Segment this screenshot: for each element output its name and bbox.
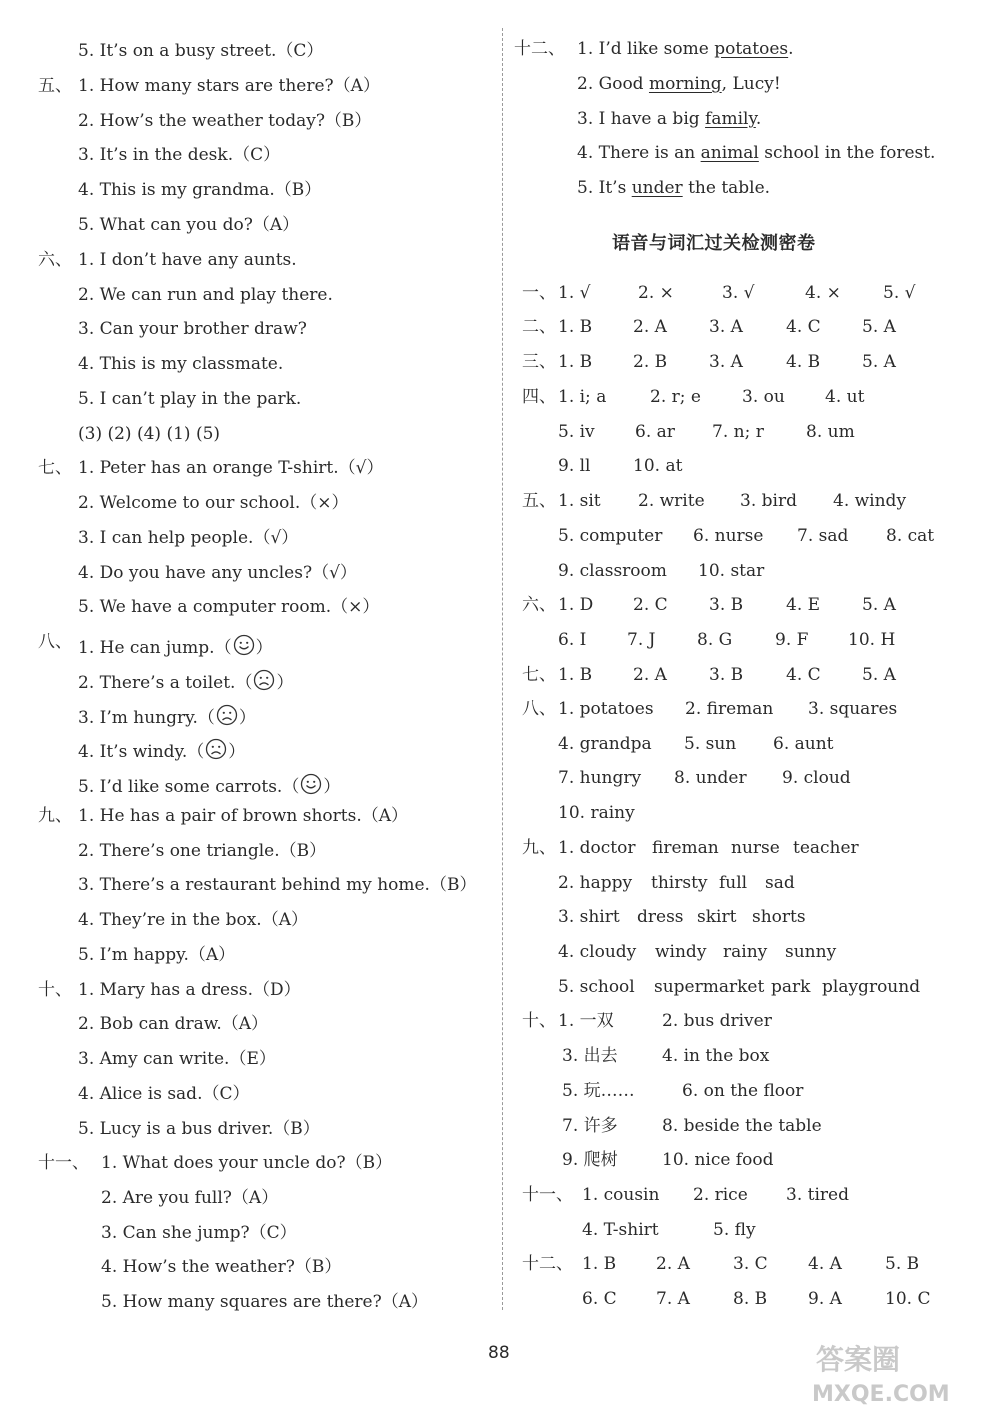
sad-face-icon <box>205 738 227 760</box>
answer-line: 5. How many squares are there?（A） <box>101 1292 429 1312</box>
answer-item: thirsty <box>651 873 708 893</box>
answer-line: 4. It’s windy.（ ） <box>78 735 245 763</box>
answer-item: 5. fly <box>713 1220 756 1240</box>
section-label: 四、 <box>522 387 556 407</box>
answer-text: 5. I’d like some carrots. <box>78 777 283 797</box>
answer-line: 3. Can she jump?（C） <box>101 1223 297 1243</box>
answer-item: 9. 爬树 <box>562 1150 618 1170</box>
section-label: 一、 <box>522 283 556 303</box>
answer-item: 1. potatoes <box>558 699 654 719</box>
answer-item: 9. ll <box>558 456 591 476</box>
smiley-face-icon <box>233 634 255 656</box>
answer-item: playground <box>822 977 921 997</box>
answer-item: 4. windy <box>833 491 907 511</box>
answer-item: 1. doctor <box>558 838 636 858</box>
section-label: 十一、 <box>38 1153 89 1173</box>
answer-line: 2. Are you full?（A） <box>101 1188 279 1208</box>
answer-line: 1. Mary has a dress.（D） <box>78 980 301 1000</box>
answer-item: 4. B <box>786 352 821 372</box>
section-label: 十二、 <box>522 1254 573 1274</box>
section-label: 五、 <box>38 76 72 96</box>
underlined-word: under <box>631 178 683 198</box>
answer-item: shorts <box>752 907 806 927</box>
answer-item: 9. cloud <box>782 768 851 788</box>
section-label: 二、 <box>522 317 556 337</box>
answer-item: 2. A <box>656 1254 690 1274</box>
answer-item: 8. beside the table <box>662 1116 822 1136</box>
answer-text: 5. It’s <box>577 178 632 198</box>
answer-item: teacher <box>793 838 859 858</box>
answer-line: 3. I’m hungry.（ ） <box>78 701 256 729</box>
answer-item: 1. cousin <box>582 1185 660 1205</box>
answer-text: 3. I have a big <box>577 109 706 129</box>
answer-text: 1. I’d like some <box>577 39 715 59</box>
answer-line <box>577 177 770 199</box>
answer-item: 9. F <box>775 630 809 650</box>
section-label: 七、 <box>38 458 72 478</box>
answer-line: 1. What does your uncle do?（B） <box>101 1153 393 1173</box>
column-divider <box>502 28 503 1310</box>
answer-line: 5. What can you do?（A） <box>78 215 300 235</box>
answer-item: 1. sit <box>558 491 601 511</box>
answer-line: 1. He has a pair of brown shorts.（A） <box>78 806 408 826</box>
answer-item: 6. aunt <box>773 734 834 754</box>
section-label: 七、 <box>522 665 556 685</box>
answer-item: 10. H <box>848 630 896 650</box>
answer-line: 4. How’s the weather?（B） <box>101 1257 342 1277</box>
answer-item: 8. under <box>674 768 747 788</box>
answer-item: 2. fireman <box>685 699 774 719</box>
answer-item: 10. star <box>698 561 765 581</box>
section-label: 五、 <box>522 491 556 511</box>
answer-item: 1. B <box>558 317 593 337</box>
answer-line: 3. Can your brother draw? <box>78 319 307 339</box>
answer-item: 5. iv <box>558 422 595 442</box>
answer-item: dress <box>637 907 684 927</box>
answer-item: 9. classroom <box>558 561 667 581</box>
answer-item: 7. sad <box>797 526 849 546</box>
answer-item: 4. A <box>808 1254 842 1274</box>
answer-line: 4. This is my grandma.（B） <box>78 180 322 200</box>
answer-item: 4. E <box>786 595 821 615</box>
answer-item: 3. tired <box>786 1185 849 1205</box>
answer-item: 3. B <box>709 595 744 615</box>
answer-item: 2. A <box>633 317 667 337</box>
answer-item: 5. A <box>862 665 896 685</box>
answer-item: 4. in the box <box>662 1046 770 1066</box>
sad-face-icon <box>253 669 275 691</box>
answer-item: 4. cloudy <box>558 942 637 962</box>
answer-item: 8. B <box>733 1289 768 1309</box>
section-label: 十、 <box>522 1011 556 1031</box>
answer-item: 7. A <box>656 1289 690 1309</box>
section-label: 八、 <box>38 632 72 652</box>
answer-text: , Lucy! <box>721 74 781 94</box>
answer-item: 2. C <box>633 595 668 615</box>
answer-text: the table. <box>682 178 771 198</box>
answer-item: rainy <box>723 942 768 962</box>
answer-line: 3. I can help people.（√） <box>78 528 299 548</box>
answer-item: 8. G <box>697 630 733 650</box>
section-label: 九、 <box>522 838 556 858</box>
answer-line: 1. He can jump.（ ） <box>78 631 273 659</box>
answer-item: 3. B <box>709 665 744 685</box>
answer-item: 2. × <box>638 283 674 303</box>
underlined-word: morning <box>648 74 722 94</box>
section-label: 十一、 <box>522 1185 573 1205</box>
answer-item: 6. on the floor <box>682 1081 804 1101</box>
section-label: 九、 <box>38 806 72 826</box>
answer-line: 5. I’m happy.（A） <box>78 945 236 965</box>
answer-item: full <box>719 873 748 893</box>
answer-item: 7. hungry <box>558 768 642 788</box>
answer-item: 10. nice food <box>662 1150 774 1170</box>
section-label: 十二、 <box>514 39 565 59</box>
answer-line: 2. There’s one triangle.（B） <box>78 841 327 861</box>
answer-item: 3. A <box>709 352 743 372</box>
page-number: 88 <box>488 1343 510 1363</box>
answer-item: 3. √ <box>722 283 755 303</box>
answer-item: fireman <box>652 838 719 858</box>
watermark-logo <box>808 1335 986 1407</box>
answer-item: 6. C <box>582 1289 617 1309</box>
answer-item: nurse <box>731 838 780 858</box>
answer-line: 5. I can’t play in the park. <box>78 389 302 409</box>
answer-item: 6. ar <box>635 422 675 442</box>
answer-item: 1. √ <box>558 283 591 303</box>
answer-item: 10. at <box>633 456 683 476</box>
answer-item: 9. A <box>808 1289 842 1309</box>
section-label: 十、 <box>38 980 72 1000</box>
answer-line: 4. Do you have any uncles?（√） <box>78 563 357 583</box>
answer-item: 1. B <box>558 665 593 685</box>
smiley-face-icon <box>300 773 322 795</box>
answer-item: sunny <box>785 942 837 962</box>
answer-text: 2. Good <box>577 74 649 94</box>
answer-item: 3. shirt <box>558 907 620 927</box>
answer-line: 4. This is my classmate. <box>78 354 284 374</box>
answer-line <box>577 73 781 95</box>
answer-item: 1. B <box>558 352 593 372</box>
answer-text: . <box>788 39 794 59</box>
answer-item: 2. rice <box>693 1185 748 1205</box>
answer-line <box>577 38 794 60</box>
watermark-text: 答案圈 <box>816 1343 901 1376</box>
answer-item: 2. B <box>633 352 668 372</box>
answer-item: 6. nurse <box>693 526 764 546</box>
section-label: 三、 <box>522 352 556 372</box>
answer-item: supermarket <box>654 977 765 997</box>
answer-item: 3. C <box>733 1254 768 1274</box>
answer-line: 5. Lucy is a bus driver.（B） <box>78 1119 320 1139</box>
answer-line: 1. How many stars are there?（A） <box>78 76 380 96</box>
answer-item: park <box>771 977 811 997</box>
answer-item: 3. A <box>709 317 743 337</box>
answer-line: 1. I don’t have any aunts. <box>78 250 297 270</box>
answer-item: 8. um <box>806 422 855 442</box>
answer-text: school in the forest. <box>758 143 936 163</box>
answer-line: 5. We have a computer room.（×） <box>78 597 380 617</box>
answer-line: 5. It’s on a busy street.（C） <box>78 41 324 61</box>
answer-item: 5. school <box>558 977 635 997</box>
answer-line: (3) (2) (4) (1) (5) <box>78 424 221 444</box>
answer-line: 2. We can run and play there. <box>78 285 333 305</box>
answer-item: sad <box>765 873 795 893</box>
answer-line <box>577 142 935 164</box>
answer-line: 1. Peter has an orange T-shirt.（√） <box>78 458 384 478</box>
answer-item: 4. ut <box>825 387 865 407</box>
answer-item: 2. A <box>633 665 667 685</box>
answer-item: 5. A <box>862 595 896 615</box>
answer-item: 7. J <box>627 630 656 650</box>
answer-item: 10. rainy <box>558 803 635 823</box>
answer-item: 4. T-shirt <box>582 1220 659 1240</box>
answer-item: 4. C <box>786 665 821 685</box>
underlined-word: family <box>705 109 756 129</box>
answer-line: 4. They’re in the box.（A） <box>78 910 308 930</box>
section-label: 六、 <box>522 595 556 615</box>
answer-item: 3. bird <box>740 491 797 511</box>
answer-item: 4. × <box>805 283 841 303</box>
answer-line: 4. Alice is sad.（C） <box>78 1084 250 1104</box>
watermark-url: MXQE.COM <box>812 1382 950 1407</box>
answer-item: 6. I <box>558 630 587 650</box>
answer-item: 5. A <box>862 317 896 337</box>
answer-item: 2. happy <box>558 873 633 893</box>
answer-item: 10. C <box>885 1289 931 1309</box>
answer-item: 5. sun <box>684 734 737 754</box>
answer-item: skirt <box>697 907 737 927</box>
answer-item: 2. bus driver <box>662 1011 772 1031</box>
answer-item: 5. A <box>862 352 896 372</box>
section-title: 语音与词汇过关检测密卷 <box>612 233 816 254</box>
answer-text: 1. He can jump. <box>78 638 215 658</box>
underlined-word: potatoes <box>714 39 789 59</box>
answer-item: 1. 一双 <box>558 1011 614 1031</box>
answer-item: windy <box>655 942 707 962</box>
answer-item: 4. C <box>786 317 821 337</box>
answer-item: 5. 玩…… <box>562 1081 635 1101</box>
answer-line: 2. Bob can draw.（A） <box>78 1014 269 1034</box>
answer-item: 4. grandpa <box>558 734 652 754</box>
answer-text: . <box>755 109 762 129</box>
answer-item: 3. 出去 <box>562 1046 618 1066</box>
section-label: 六、 <box>38 250 72 270</box>
answer-item: 7. 许多 <box>562 1116 618 1136</box>
answer-line: 2. How’s the weather today?（B） <box>78 111 372 131</box>
answer-item: 2. r; e <box>650 387 701 407</box>
answer-line: 3. Amy can write.（E） <box>78 1049 276 1069</box>
answer-text: 4. It’s windy. <box>78 742 188 762</box>
answer-line: 2. There’s a toilet.（ ） <box>78 666 293 694</box>
answer-item: 1. B <box>582 1254 617 1274</box>
answer-item: 1. D <box>558 595 594 615</box>
answer-line <box>577 108 761 130</box>
answer-item: 2. write <box>638 491 705 511</box>
underlined-word: animal <box>700 143 759 163</box>
answer-item: 5. B <box>885 1254 920 1274</box>
answer-text: 4. There is an <box>577 143 701 163</box>
answer-text: 2. There’s a toilet. <box>78 673 236 693</box>
answer-line: 3. There’s a restaurant behind my home.（B） <box>78 875 477 895</box>
answer-item: 5. computer <box>558 526 663 546</box>
answer-item: 3. squares <box>808 699 898 719</box>
answer-item: 8. cat <box>886 526 935 546</box>
answer-line: 2. Welcome to our school.（×） <box>78 493 349 513</box>
answer-line: 5. I’d like some carrots.（ ） <box>78 770 340 798</box>
answer-item: 3. ou <box>742 387 785 407</box>
answer-item: 7. n; r <box>712 422 764 442</box>
answer-line: 3. It’s in the desk.（C） <box>78 145 281 165</box>
section-label: 八、 <box>522 699 556 719</box>
answer-text: 3. I’m hungry. <box>78 708 198 728</box>
answer-item: 1. i; a <box>558 387 607 407</box>
sad-face-icon <box>216 704 238 726</box>
answer-item: 5. √ <box>883 283 916 303</box>
